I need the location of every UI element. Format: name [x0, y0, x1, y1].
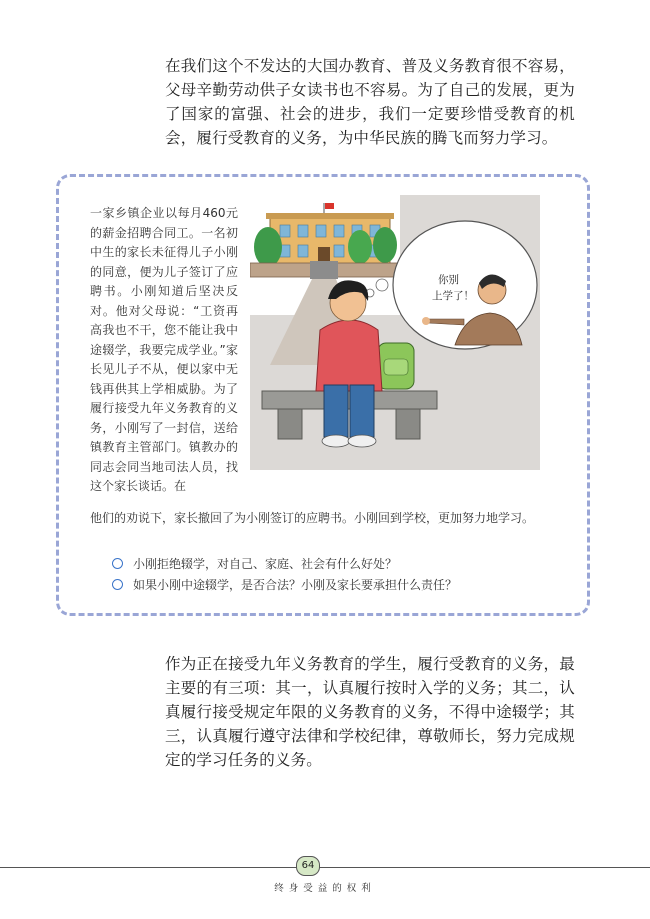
speech-line-1: 你别 — [438, 274, 459, 286]
footer-divider — [0, 867, 650, 868]
question-item — [112, 574, 572, 595]
tree — [348, 230, 372, 264]
intro-paragraph: 在我们这个不发达的大国办教育、普及义务教育很不容易，父母辛勤劳动供子女读书也不容易。为了自己的发展，更为了国家的富强、社会的进步，我们一定要珍惜受教育的机会，履行受教育的义务，为中华民族的腾飞而努力学习。 — [165, 57, 575, 147]
tree — [254, 227, 282, 267]
case-story-continuation: 他们的劝说下，家长撤回了为小刚签订的应聘书。小刚回到学校，更加努力地学习。 — [90, 511, 535, 525]
summary-paragraph: 作为正在接受九年义务教育的学生，履行受教育的义务，最主要的有三项：其一，认真履行按时入学的义务；其二，认真履行接受规定年限的义务教育的义务，不得中途辍学；其三，认真履行遵守法律和学校纪律，尊敬师长，努力完成规定的学习任务的义务。 — [165, 655, 575, 769]
discussion-questions — [112, 553, 572, 595]
speech-line-2: 上学了！ — [432, 290, 474, 302]
circle-bullet-icon — [112, 579, 123, 590]
question-text: 如果小刚中途辍学，是否合法？小刚及家长要承担什么责任？ — [133, 578, 458, 592]
case-story-text: 一家乡镇企业以每月460元的薪金招聘合同工。一名初中生的家长未征得儿子小刚的同意，便为儿子签订了应聘书。小刚知道后坚决反对。他对父母说：“工资再高我也不干，您不能让我中途辍学，我要完成学业。”家长见儿子不从，便以家中无钱再供其上学相威胁。为了履行接受九年义务教育的义务，小刚写了一封信，送给镇教育主管部门。镇教办的同志会同当地司法人员，找这个家长谈话。在 — [90, 206, 238, 493]
running-title: 终身受益的权利 — [274, 883, 376, 894]
circle-bullet-icon — [112, 558, 123, 569]
question-text: 小刚拒绝辍学，对自己、家庭、社会有什么好处？ — [133, 557, 398, 571]
question-item — [112, 553, 572, 574]
flag-icon — [325, 203, 334, 209]
dropout-illustration — [250, 195, 540, 470]
page-number: 64 — [296, 856, 320, 876]
tree — [373, 227, 397, 263]
schoolbag — [378, 343, 414, 389]
